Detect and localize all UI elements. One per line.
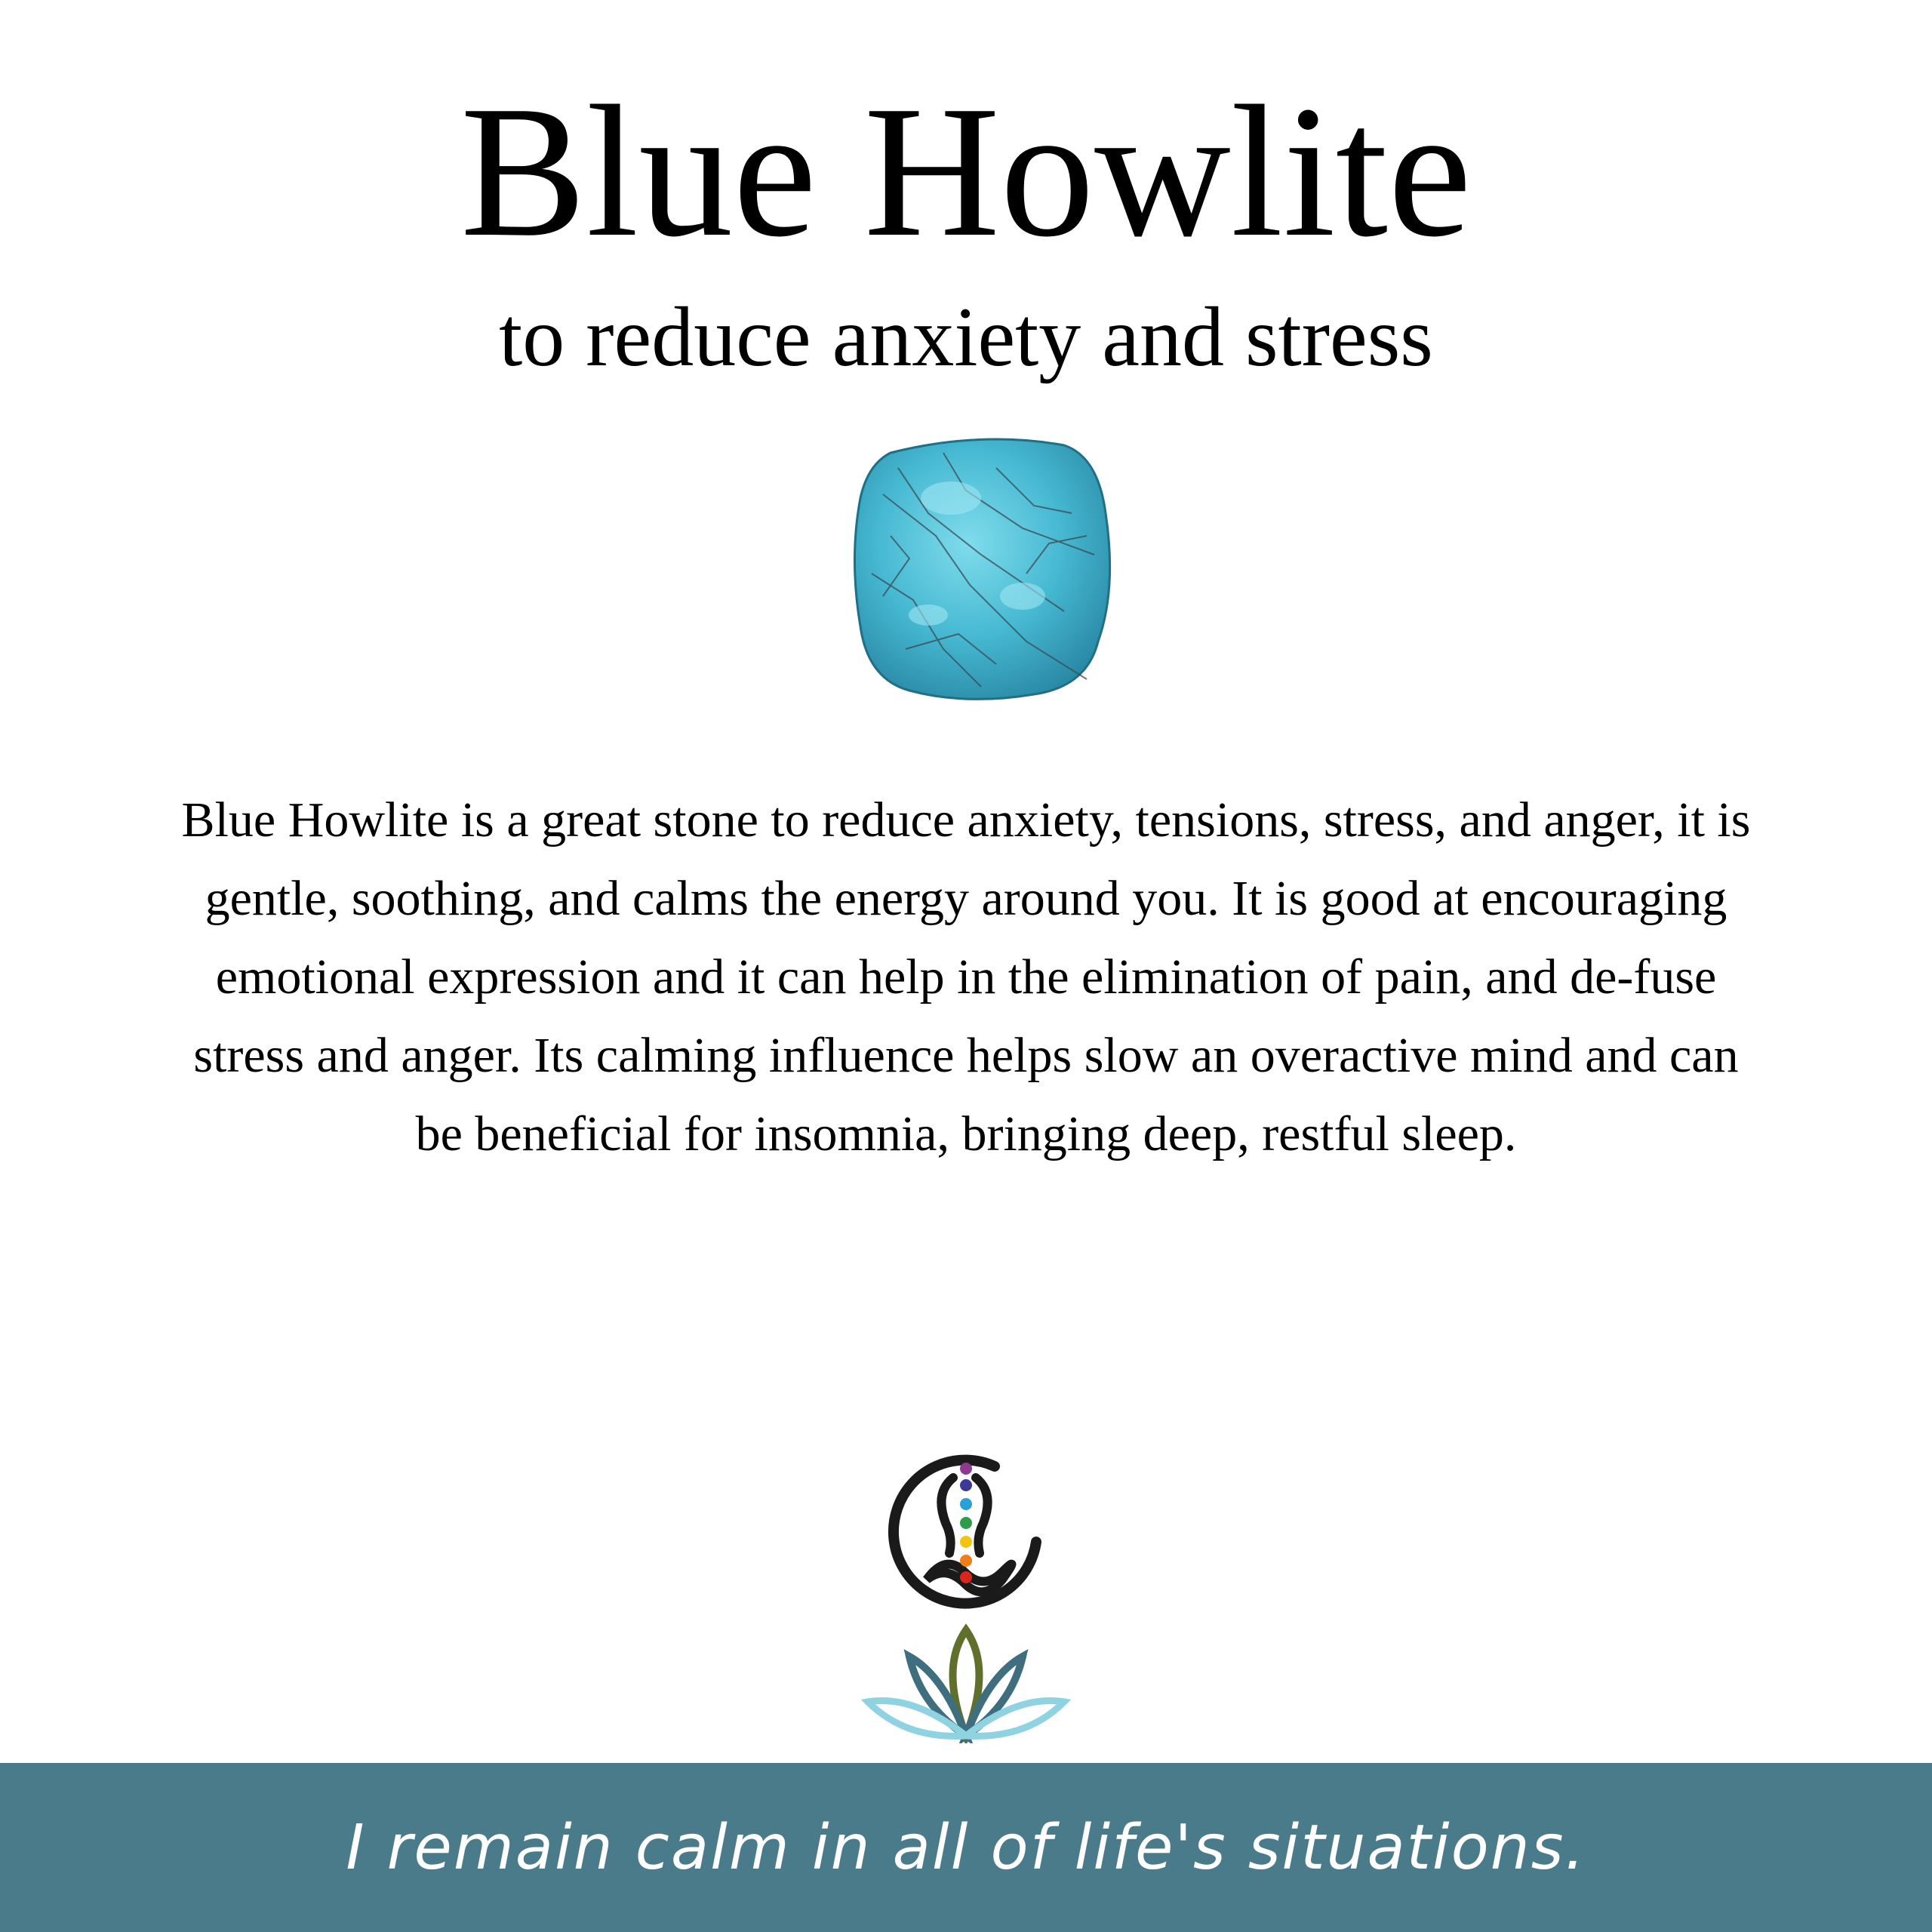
meditating-figure-chakra-icon <box>881 1447 1051 1617</box>
turquoise-stone-image <box>838 423 1124 709</box>
affirmation-banner <box>0 1763 1932 1932</box>
page-subtitle: to reduce anxiety and stress <box>499 291 1433 384</box>
stone-description: Blue Howlite is a great stone to reduce anxiety, tensions, stress, and anger, it is gentle, soothing, and calms the energy around you. It is good at encouraging emotional expression and it can help in the elimination of pain, and de-fuse stress and anger. Its calming influence helps slow an overactive mind and can be beneficial for insomnia, bringing deep, restful sleep. <box>181 792 1751 1161</box>
page-title: Blue Howlite <box>460 67 1472 276</box>
lotus-flower-icon <box>860 1623 1072 1743</box>
affirmation-text: I remain calm in all of life's situations. <box>346 1811 1586 1884</box>
